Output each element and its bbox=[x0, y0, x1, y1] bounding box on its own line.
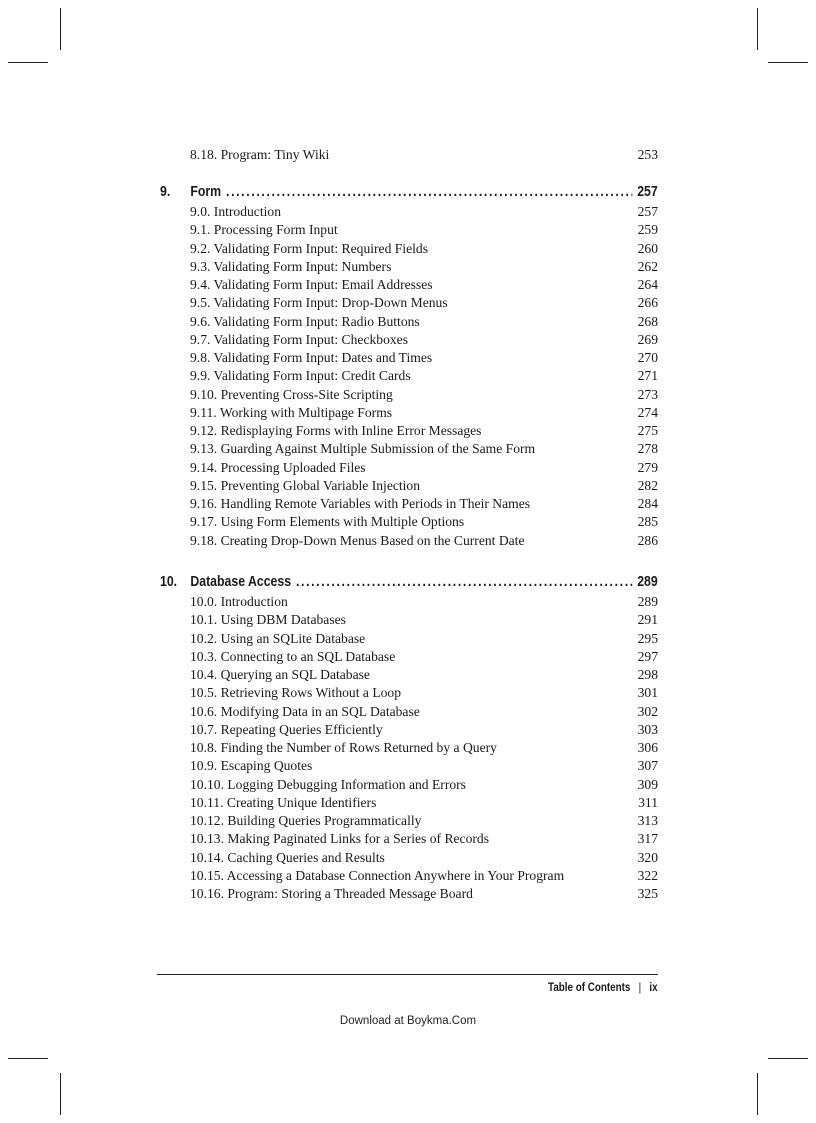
toc-entry-label: 9.17. Using Form Elements with Multiple Options bbox=[190, 514, 465, 530]
toc-entry-page: 257 bbox=[637, 204, 658, 219]
toc-entry[interactable] bbox=[190, 349, 658, 367]
toc-entry-page: 259 bbox=[637, 222, 658, 238]
toc-entry-label: 10.12. Building Queries Programmatically bbox=[190, 813, 422, 828]
toc-entry-label: 10.6. Modifying Data in an SQL Database bbox=[190, 703, 420, 719]
toc-entry-page: 322 bbox=[637, 867, 658, 883]
toc-entry[interactable] bbox=[190, 776, 658, 794]
toc-entry-page: 297 bbox=[637, 648, 658, 664]
crop-mark bbox=[757, 1073, 758, 1115]
toc-entry-label: 10.16. Program: Storing a Threaded Message Board bbox=[190, 886, 473, 901]
chapter-entries bbox=[190, 593, 658, 903]
toc-entry-page: 306 bbox=[637, 740, 658, 755]
toc-entry-label: 9.13. Guarding Against Multiple Submission of the Same Form bbox=[190, 441, 536, 457]
toc-entry-label: 9.4. Validating Form Input: Email Addresses bbox=[190, 277, 433, 292]
toc-entry[interactable] bbox=[190, 757, 658, 775]
toc-entry[interactable] bbox=[190, 721, 658, 739]
toc-entry[interactable] bbox=[190, 684, 658, 702]
toc-entry[interactable] bbox=[190, 276, 658, 294]
crop-mark bbox=[768, 62, 808, 63]
toc-entry-label: 9.14. Processing Uploaded Files bbox=[190, 459, 366, 475]
toc-entry-page: 298 bbox=[637, 667, 658, 682]
toc-entry-label: 9.2. Validating Form Input: Required Fields bbox=[190, 240, 429, 256]
toc-entry[interactable] bbox=[190, 593, 658, 611]
leader-dots bbox=[226, 181, 632, 203]
crop-mark bbox=[8, 1058, 48, 1059]
crop-mark bbox=[757, 8, 758, 50]
toc-entry-page: 269 bbox=[637, 331, 658, 347]
toc-entry-page: 275 bbox=[637, 423, 658, 438]
toc-entry-label: 9.10. Preventing Cross-Site Scripting bbox=[190, 386, 393, 402]
toc-entry-label: 9.18. Creating Drop-Down Menus Based on the Current Date bbox=[190, 532, 525, 548]
toc-entry-label: 10.15. Accessing a Database Connection Anywhere in Your Program bbox=[190, 867, 565, 883]
toc-entry-label: 10.3. Connecting to an SQL Database bbox=[190, 648, 396, 664]
toc-entry-label: 9.1. Processing Form Input bbox=[190, 222, 338, 238]
toc-entry-label: 9.6. Validating Form Input: Radio Buttons bbox=[190, 313, 420, 329]
toc-entry-label: 9.5. Validating Form Input: Drop-Down Menus bbox=[190, 295, 448, 311]
chapter-number: 10. bbox=[160, 573, 178, 590]
toc-entry[interactable] bbox=[190, 794, 658, 812]
toc-entry-label: 9.12. Redisplaying Forms with Inline Error Messages bbox=[190, 423, 482, 438]
toc-entry[interactable] bbox=[190, 867, 658, 885]
chapter-heading[interactable] bbox=[160, 571, 658, 593]
toc-entry-page: 268 bbox=[637, 313, 658, 329]
toc-entry-label: 9.0. Introduction bbox=[190, 204, 281, 219]
toc-entry[interactable] bbox=[190, 294, 658, 312]
toc-entry-label: 8.18. Program: Tiny Wiki bbox=[190, 147, 330, 162]
toc-entry[interactable] bbox=[190, 495, 658, 513]
toc-entry-page: 278 bbox=[637, 441, 658, 457]
toc-entry-page: 302 bbox=[637, 703, 658, 719]
footer-section-title: Table of Contents bbox=[548, 980, 631, 994]
chapter-heading[interactable] bbox=[160, 181, 658, 203]
toc-entry-page: 264 bbox=[637, 277, 658, 292]
toc-entry-page: 271 bbox=[637, 368, 658, 384]
toc-entry-label: 10.5. Retrieving Rows Without a Loop bbox=[190, 685, 402, 701]
toc-entry[interactable] bbox=[190, 146, 658, 164]
toc-entry-label: 10.1. Using DBM Databases bbox=[190, 612, 346, 628]
toc-entry[interactable] bbox=[190, 422, 658, 440]
toc-entry-label: 10.11. Creating Unique Identifiers bbox=[190, 794, 377, 810]
toc-entry-page: 270 bbox=[637, 350, 658, 365]
toc-entry-page: 266 bbox=[637, 295, 658, 311]
toc-entry-page: 262 bbox=[637, 258, 658, 274]
toc-entry[interactable] bbox=[190, 611, 658, 629]
chapter-title: Form bbox=[190, 183, 222, 200]
toc-entry[interactable] bbox=[190, 313, 658, 331]
toc-entry[interactable] bbox=[190, 830, 658, 848]
toc-entry-page: 307 bbox=[637, 758, 658, 774]
toc-entry[interactable] bbox=[190, 513, 658, 531]
toc-entry[interactable] bbox=[190, 812, 658, 830]
toc-entry-page: 285 bbox=[637, 514, 658, 530]
toc-entry-label: 9.11. Working with Multipage Forms bbox=[190, 404, 393, 420]
toc-entry-page: 320 bbox=[637, 849, 658, 865]
toc-entry-page: 286 bbox=[637, 532, 658, 548]
toc-entry-page: 325 bbox=[637, 886, 658, 901]
toc-entry-label: 9.7. Validating Form Input: Checkboxes bbox=[190, 331, 408, 347]
chapter-section bbox=[160, 571, 658, 903]
toc-entry[interactable] bbox=[190, 849, 658, 867]
toc-entry-label: 10.9. Escaping Quotes bbox=[190, 758, 313, 774]
crop-mark bbox=[768, 1058, 808, 1059]
chapter-number: 9. bbox=[160, 183, 171, 200]
toc-entry[interactable] bbox=[190, 367, 658, 385]
toc-entry-label: 10.0. Introduction bbox=[190, 594, 288, 609]
toc-entry[interactable] bbox=[190, 477, 658, 495]
toc-entry-page: 301 bbox=[637, 685, 658, 701]
download-note: Download at Boykma.Com bbox=[339, 1015, 477, 1027]
toc-entry[interactable] bbox=[190, 532, 658, 550]
toc-entry[interactable] bbox=[190, 885, 658, 903]
toc-entry[interactable] bbox=[190, 440, 658, 458]
footer-separator: | bbox=[639, 980, 642, 994]
toc-entry-label: 9.16. Handling Remote Variables with Periods in Their Names bbox=[190, 496, 531, 511]
toc-entry[interactable] bbox=[190, 648, 658, 666]
toc-entry-page: 317 bbox=[637, 831, 658, 847]
chapter-section bbox=[160, 181, 658, 550]
toc-entry[interactable] bbox=[190, 203, 658, 221]
toc-entry-page: 273 bbox=[637, 386, 658, 402]
toc-entry-page: 295 bbox=[637, 630, 658, 646]
toc-entry-page: 253 bbox=[637, 147, 658, 162]
toc-entry-label: 9.15. Preventing Global Variable Injection bbox=[190, 477, 421, 493]
toc-entry-page: 289 bbox=[637, 594, 658, 609]
running-footer bbox=[548, 980, 658, 994]
toc-entry[interactable] bbox=[190, 630, 658, 648]
toc-entry-label: 9.9. Validating Form Input: Credit Cards bbox=[190, 368, 411, 384]
toc-entry-label: 10.8. Finding the Number of Rows Returned by a Query bbox=[190, 740, 497, 755]
toc-entry-page: 282 bbox=[637, 477, 658, 493]
chapter-title: Database Access bbox=[190, 573, 292, 590]
toc-entry[interactable] bbox=[190, 666, 658, 684]
toc-entry-page: 313 bbox=[637, 813, 658, 828]
toc-entry-label: 10.10. Logging Debugging Information and Errors bbox=[190, 776, 466, 792]
footer-page-number: ix bbox=[649, 980, 658, 994]
toc-entry-page: 291 bbox=[637, 612, 658, 628]
toc-entry[interactable] bbox=[190, 739, 658, 757]
toc-entry[interactable] bbox=[190, 221, 658, 239]
toc-entry-page: 303 bbox=[637, 721, 658, 737]
toc-entry-page: 311 bbox=[638, 794, 658, 810]
leader-dots bbox=[296, 571, 632, 593]
chapter-page: 289 bbox=[637, 573, 658, 590]
crop-mark bbox=[60, 1073, 61, 1115]
toc-entry-page: 284 bbox=[637, 496, 658, 511]
toc-entry[interactable] bbox=[190, 404, 658, 422]
toc-entry[interactable] bbox=[190, 331, 658, 349]
toc-entry[interactable] bbox=[190, 240, 658, 258]
crop-mark bbox=[8, 62, 48, 63]
toc-entry-label: 10.4. Querying an SQL Database bbox=[190, 667, 370, 682]
toc-entry-page: 279 bbox=[637, 459, 658, 475]
toc-entry-page: 274 bbox=[637, 404, 658, 420]
toc-entry[interactable] bbox=[190, 459, 658, 477]
toc-entry-label: 10.13. Making Paginated Links for a Series of Records bbox=[190, 831, 490, 847]
toc-entry-page: 309 bbox=[637, 776, 658, 792]
crop-mark bbox=[60, 8, 61, 50]
toc-entry-label: 10.14. Caching Queries and Results bbox=[190, 849, 385, 865]
toc-entry[interactable] bbox=[190, 703, 658, 721]
toc-entry[interactable] bbox=[190, 258, 658, 276]
toc-entry-page: 260 bbox=[637, 240, 658, 256]
footer-rule bbox=[157, 974, 658, 975]
toc-entry[interactable] bbox=[190, 386, 658, 404]
toc-entry-label: 9.8. Validating Form Input: Dates and Times bbox=[190, 350, 433, 365]
chapter-page: 257 bbox=[637, 183, 658, 200]
toc-entry-label: 10.2. Using an SQLite Database bbox=[190, 630, 366, 646]
toc-entry-label: 9.3. Validating Form Input: Numbers bbox=[190, 258, 392, 274]
toc-entry-label: 10.7. Repeating Queries Efficiently bbox=[190, 721, 383, 737]
chapter-entries bbox=[190, 203, 658, 550]
